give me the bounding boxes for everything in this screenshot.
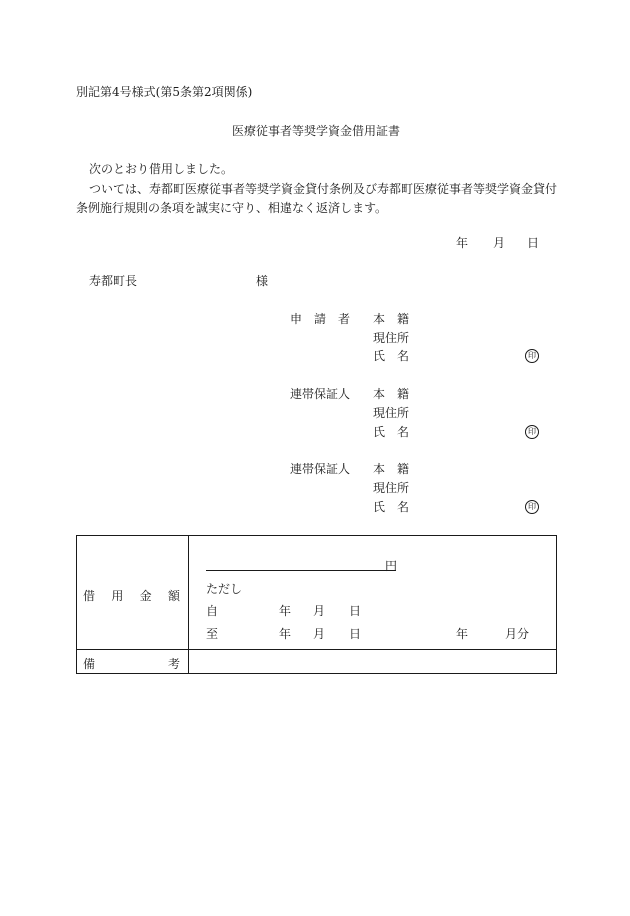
amount-label <box>77 587 188 604</box>
document-title: 医療従事者等奨学資金借用証書 <box>232 124 401 138</box>
amount-label-char-1: 借 <box>83 589 96 603</box>
remarks-label-char-1: 備 <box>83 657 96 671</box>
to-month: 月 <box>313 627 326 641</box>
guarantor-1-domicile-label: 本 籍 <box>373 387 410 401</box>
period-months: 月分 <box>505 627 530 641</box>
date-year: 年 <box>456 236 469 250</box>
remarks-label <box>77 655 188 672</box>
guarantor-2-domicile-label: 本 籍 <box>373 462 410 476</box>
yen-unit: 円 <box>385 559 398 573</box>
from-label: 自 <box>206 604 219 618</box>
guarantor-2-seal-mark: 印 <box>525 500 539 514</box>
from-month: 月 <box>313 604 326 618</box>
body-line-3: 条例施行規則の条項を誠実に守り、相違なく返済します。 <box>76 201 388 215</box>
addressee-name: 寿都町長 <box>89 274 138 288</box>
remarks-value-cell[interactable] <box>189 650 557 674</box>
guarantor-2-address-label: 現住所 <box>373 481 410 495</box>
date-day: 日 <box>527 236 540 250</box>
addressee-honorific: 様 <box>256 274 269 288</box>
from-year: 年 <box>279 604 292 618</box>
amount-label-char-2: 用 <box>111 589 124 603</box>
period-years: 年 <box>456 627 469 641</box>
amount-label-char-3: 金 <box>139 589 152 603</box>
amount-underline <box>206 570 396 571</box>
to-year: 年 <box>279 627 292 641</box>
applicant-seal-mark: 印 <box>525 349 539 363</box>
applicant-domicile-label: 本 籍 <box>373 312 410 326</box>
form-number: 別記第4号様式(第5条第2項関係) <box>76 85 253 99</box>
guarantor-2-name-label: 氏 名 <box>373 500 410 514</box>
guarantor-1-role: 連帯保証人 <box>290 387 351 401</box>
applicant-role: 申 請 者 <box>290 312 351 326</box>
remarks-label-cell <box>77 650 189 674</box>
date-month: 月 <box>493 236 506 250</box>
remarks-label-char-2: 考 <box>167 657 180 671</box>
amount-note: ただし <box>206 582 243 596</box>
to-day: 日 <box>349 627 362 641</box>
to-label: 至 <box>206 627 219 641</box>
guarantor-1-name-label: 氏 名 <box>373 425 410 439</box>
applicant-name-label: 氏 名 <box>373 349 410 363</box>
guarantor-1-seal-mark: 印 <box>525 425 539 439</box>
amount-label-char-4: 額 <box>167 589 180 603</box>
body-line-1: 次のとおり借用しました。 <box>89 162 234 176</box>
loan-amount-table <box>76 535 557 674</box>
body-line-2: ついては、寿都町医療従事者等奨学資金貸付条例及び寿都町医療従事者等奨学資金貸付 <box>89 182 558 196</box>
amount-value-cell[interactable] <box>189 536 557 650</box>
guarantor-1-address-label: 現住所 <box>373 406 410 420</box>
from-day: 日 <box>349 604 362 618</box>
applicant-address-label: 現住所 <box>373 331 410 345</box>
guarantor-2-role: 連帯保証人 <box>290 462 351 476</box>
amount-label-cell <box>77 536 189 650</box>
